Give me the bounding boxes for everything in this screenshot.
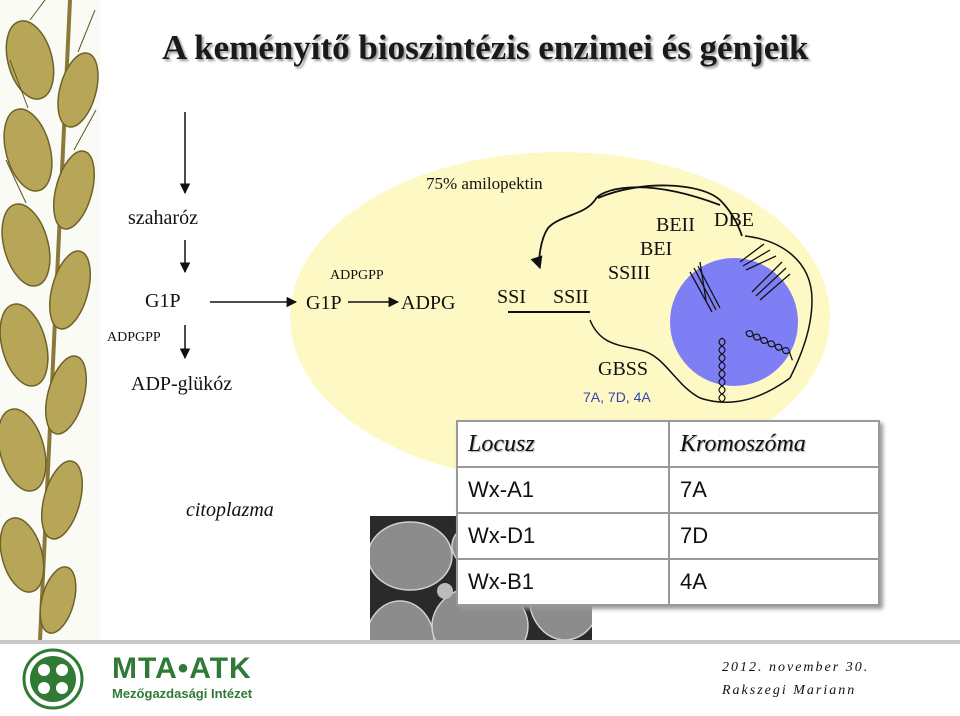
table-row [457,559,879,605]
table-cell-locus: Wx-A1 [457,467,669,513]
label-adpg: ADPG [401,292,456,314]
label-amylopectin: 75% amilopektin [426,174,543,193]
gene-locus-table [456,420,880,606]
table-row [457,467,879,513]
label-ssii: SSII [553,286,589,308]
label-ssi: SSI [497,286,526,308]
label-gbss: GBSS [598,358,649,380]
label-g1p-cytoplasm: G1P [145,290,181,312]
label-beii: BEII [656,214,695,236]
table-cell-locus: Wx-B1 [457,559,669,605]
label-g1p-plastid: G1P [306,292,342,314]
label-bei: BEI [640,238,673,260]
presentation-date: 2012. november 30. [722,660,870,675]
table-cell-chromosome: 4A [669,559,879,605]
logo-sub-text: Mezőgazdasági Intézet [112,686,253,701]
label-adpgpp-cytoplasm: ADPGPP [107,330,161,345]
page-title: A keményítő bioszintézis enzimei és génjeik [162,28,809,67]
table-header-chromosome: Kromoszóma [669,421,879,467]
mta-atk-logo-icon [22,648,84,710]
table-header-locus: Locusz [457,421,669,467]
label-dbe: DBE [714,209,754,231]
presentation-author: Rakszegi Mariann [722,683,857,698]
starch-granule [670,258,798,386]
label-ssiii: SSIII [608,262,651,284]
table-cell-chromosome: 7A [669,467,879,513]
label-sucrose: szaharóz [128,207,198,229]
label-adp-glucose: ADP-glükóz [131,373,233,395]
table-cell-chromosome: 7D [669,513,879,559]
label-adpgpp-plastid: ADPGPP [330,268,384,283]
table-cell-locus: Wx-D1 [457,513,669,559]
label-gbss-chromosomes: 7A, 7D, 4A [583,389,651,405]
logo-main-text: MTA•ATK [112,652,252,685]
label-cytoplasm: citoplazma [186,499,274,521]
table-row [457,513,879,559]
